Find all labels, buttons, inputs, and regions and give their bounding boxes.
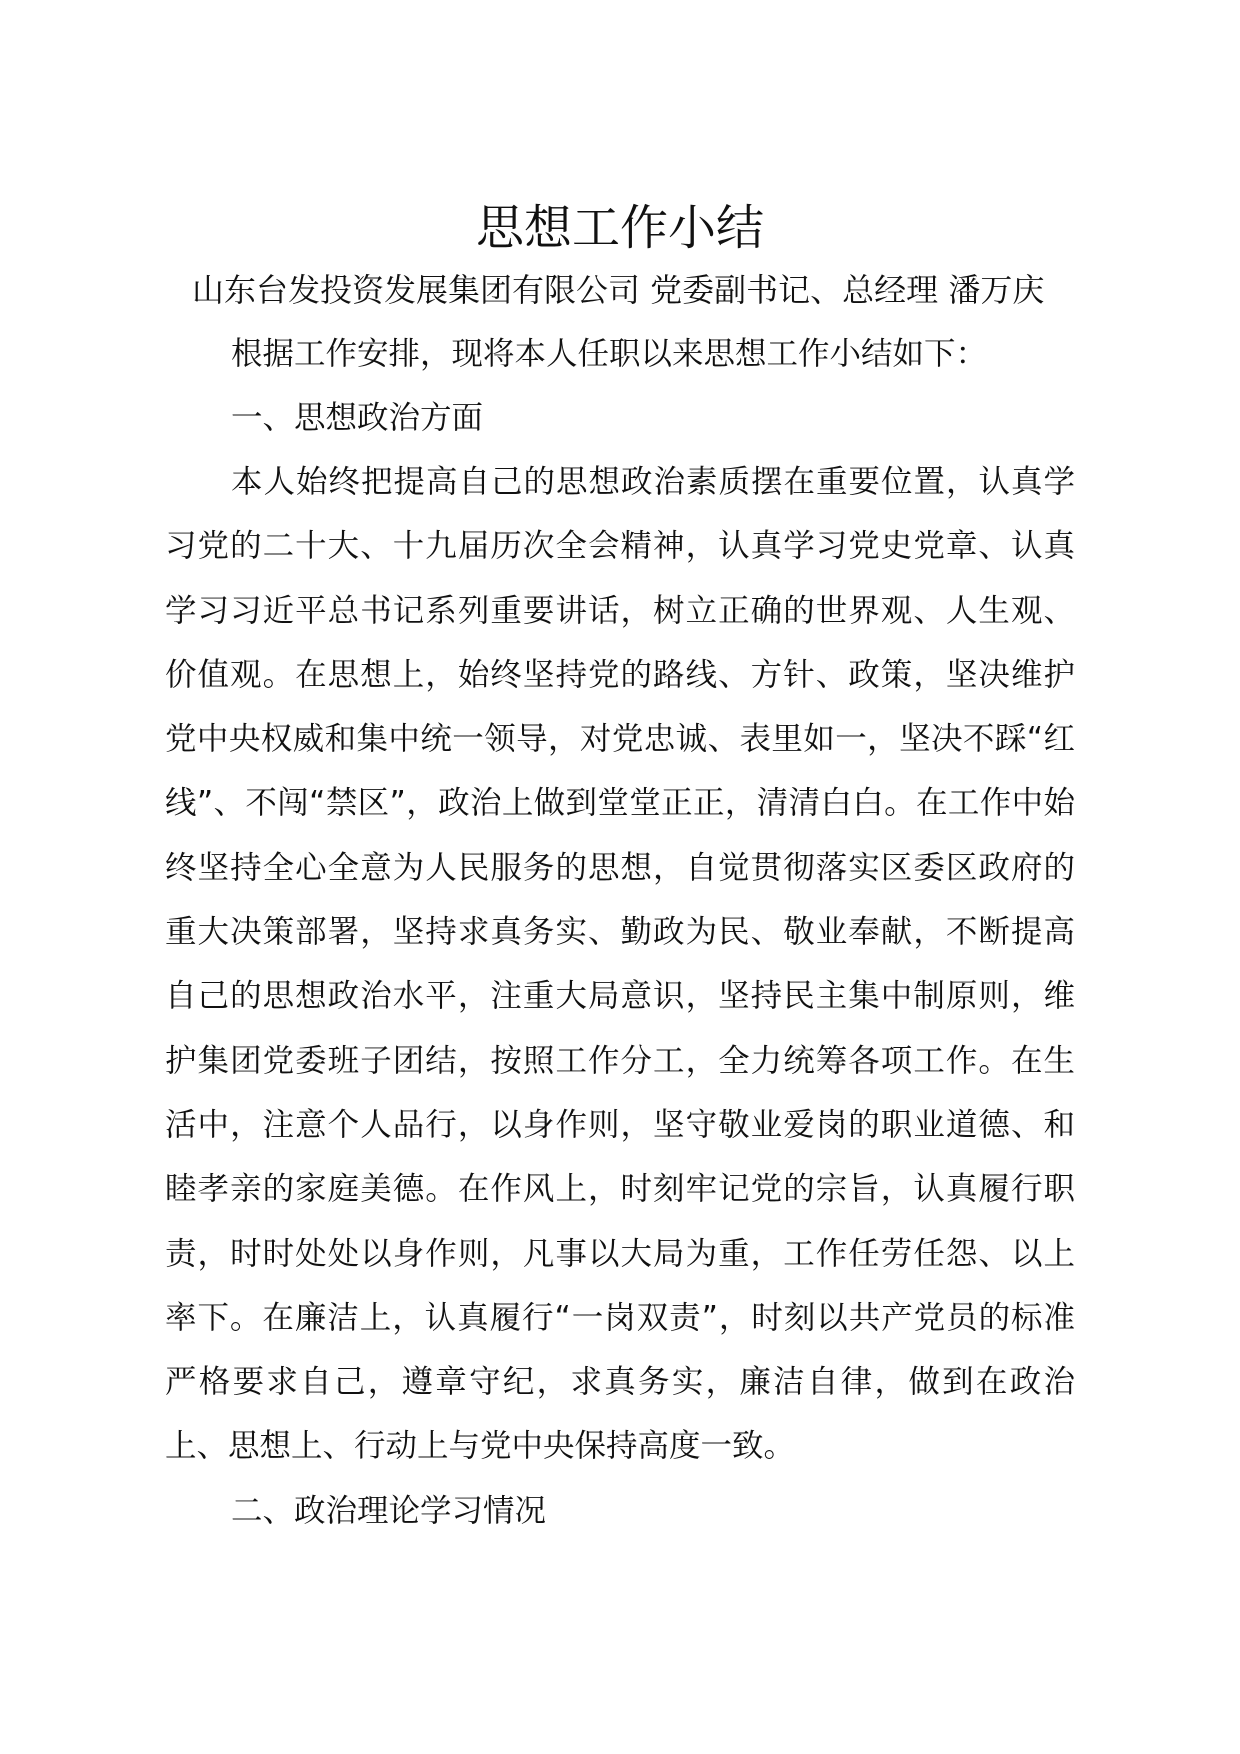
section-1-heading: 一、思想政治方面 (231, 400, 484, 436)
document-title: 思想工作小结 (475, 200, 764, 256)
author-line: 山东台发投资发展集团有限公司 党委副书记、总经理 潘万庆 (192, 271, 1045, 309)
intro-paragraph: 根据工作安排，现将本人任职以来思想工作小结如下： (231, 336, 988, 372)
section-2-heading: 二、政治理论学习情况 (231, 1493, 547, 1529)
section-1-body: 本人始终把提高自己的思想政治素质摆在重要位置，认真学习党的二十大、十九届历次全会精神，认真学习党史党章、认真学习习近平总书记系列重要讲话，树立正确的世界观、人生观、价值观。在思想上，始终坚持党的路线、方针、政策，坚决维护党中央权威和集中统一领导，对党忠诚、表里如一，坚决不踩“红线”、不闯“禁区”，政治上做到堂堂正正，清清白白。在工作中始终坚持全心全意为人民服务的思想，自觉贯彻落实区委区政府的重大决策部署，坚持求真务实、勤政为民、敬业奉献，不断提高自己的思想政治水平，注重大局意识，坚持民主集中制原则，维护集团党委班子团结，按照工作分工，全力统筹各项工作。在生活中，注意个人品行，以身作则，坚守敬业爱岗的职业道德、和睦孝亲的家庭美德。在作风上，时刻牢记党的宗旨，认真履行职责，时时处处以身作则，凡事以大局为重，工作任劳任怨、以上率下。在廉洁上，认真履行“一岗双责”，时刻以共产党员的标准严格要求自己，遵章守纪，求真务实，廉洁自律，做到在政治上、思想上、行动上与党中央保持高度一致。 (165, 464, 1075, 1465)
